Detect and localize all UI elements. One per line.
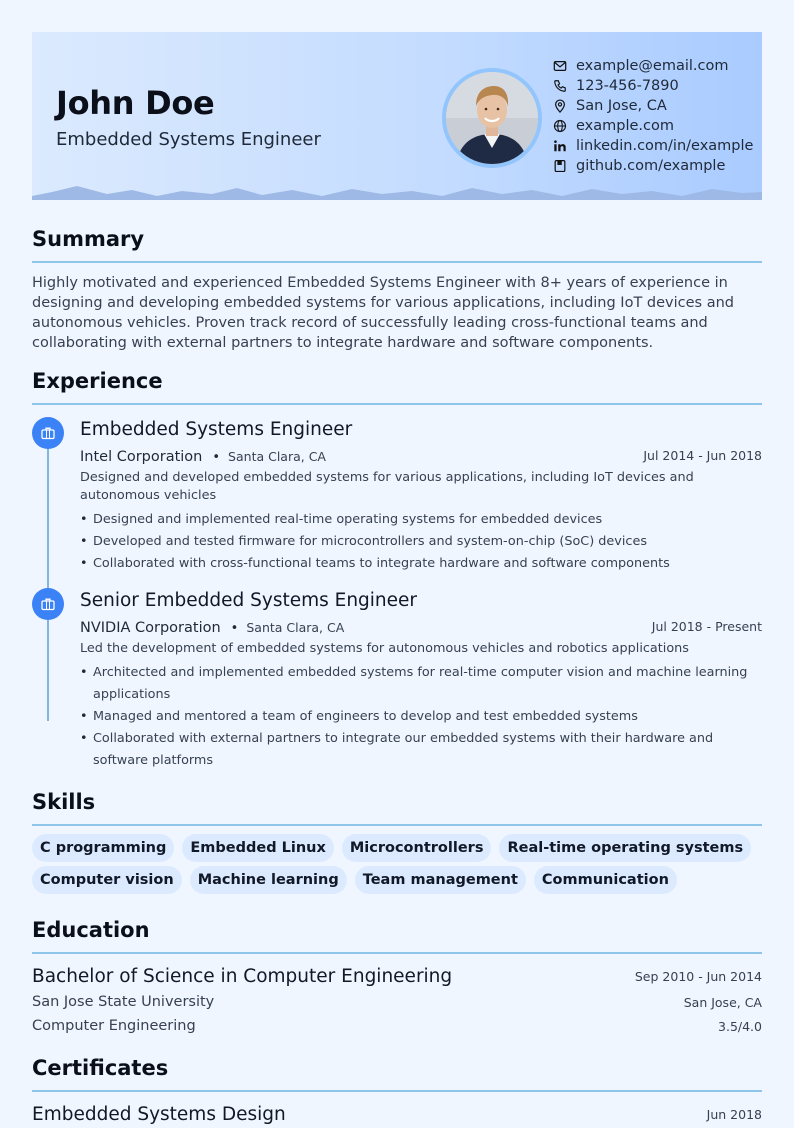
job-location: Santa Clara, CA [228, 448, 326, 464]
contact-website-text: example.com [576, 118, 674, 134]
globe-icon [552, 118, 568, 134]
education-heading: Education [32, 918, 150, 942]
education-row [32, 990, 762, 1014]
skill-chip: Team management [355, 866, 526, 894]
summary-text: Highly motivated and experienced Embedded Systems Engineer with 8+ years of experience in designing and developing embedded systems for various applications, including IoT devices and autonomous vehicles. Proven track record of successfully leading cross-functional teams and collaborating with external partners to integrate hardware and software components. [32, 275, 734, 351]
education-row [32, 1014, 762, 1038]
education-location: San Jose, CA [683, 994, 762, 1010]
certificate-date: Jun 2018 [706, 1106, 762, 1122]
skill-chip: Machine learning [190, 866, 347, 894]
contact-email[interactable] [552, 56, 753, 76]
job-company: NVIDIA Corporation [80, 619, 221, 636]
education-gpa: 3.5/4.0 [718, 1018, 762, 1034]
header-wave-decoration [32, 184, 762, 200]
skill-chip: Communication [534, 866, 677, 894]
education-field: Computer Engineering [32, 1018, 196, 1034]
experience-timeline [32, 417, 762, 772]
education-divider [32, 952, 762, 954]
job-description: Designed and developed embedded systems for various applications, including IoT devices and autonomous vehicles [80, 470, 694, 503]
bullet-separator: • [212, 449, 221, 465]
contact-location-text: San Jose, CA [576, 98, 667, 114]
job-title: Embedded Systems Engineer [80, 419, 353, 440]
certificates-section [32, 1056, 762, 1128]
skills-list [32, 834, 762, 898]
experience-section [32, 369, 762, 772]
job-company: Intel Corporation [80, 448, 203, 465]
contact-website[interactable] [552, 116, 753, 136]
contact-email-text: example@email.com [576, 58, 729, 74]
bullet-separator: • [230, 620, 239, 636]
mail-icon [552, 58, 568, 74]
job-bullet: • Designed and implemented real-time operating systems for embedded devices [80, 509, 762, 531]
location-icon [552, 98, 568, 114]
avatar [442, 68, 542, 168]
person-title: Embedded Systems Engineer [56, 129, 321, 150]
job-bullet: • Developed and tested firmware for microcontrollers and system-on-chip (SoC) devices [80, 531, 762, 553]
phone-icon [552, 78, 568, 94]
experience-item [32, 588, 762, 772]
certificate-row [32, 1100, 762, 1128]
job-bullet: • Collaborated with cross-functional teams to integrate hardware and software components [80, 553, 762, 575]
contact-linkedin[interactable] [552, 136, 753, 156]
briefcase-icon [32, 417, 64, 449]
education-dates: Sep 2010 - Jun 2014 [634, 968, 762, 984]
experience-heading: Experience [32, 369, 163, 393]
resume-page [32, 32, 762, 1128]
job-title: Senior Embedded Systems Engineer [80, 590, 418, 611]
certificates-heading: Certificates [32, 1056, 169, 1080]
education-row [32, 962, 762, 990]
linkedin-icon [552, 138, 568, 154]
job-bullet: • Architected and implemented embedded systems for real-time computer vision and machine learning applications [80, 662, 762, 706]
summary-heading: Summary [32, 227, 145, 251]
job-bullet: • Managed and mentored a team of engineers to develop and test embedded systems [80, 706, 762, 728]
certificate-name: Embedded Systems Design [32, 1103, 286, 1125]
job-description: Led the development of embedded systems for autonomous vehicles and robotics applications [80, 641, 689, 656]
job-meta [80, 445, 762, 465]
skill-chip: Real-time operating systems [499, 834, 751, 862]
education-section [32, 918, 762, 1038]
experience-divider [32, 403, 762, 405]
contact-github[interactable] [552, 156, 753, 176]
job-dates: Jul 2014 - Jun 2018 [643, 447, 762, 463]
contact-location [552, 96, 753, 116]
summary-divider [32, 261, 762, 263]
education-school: San Jose State University [32, 994, 215, 1010]
contact-list [552, 56, 753, 176]
skills-section [32, 790, 762, 898]
github-icon [552, 158, 568, 174]
skills-heading: Skills [32, 790, 96, 814]
skill-chip: Embedded Linux [182, 834, 333, 862]
job-bullets [80, 662, 762, 772]
education-degree: Bachelor of Science in Computer Engineering [32, 965, 453, 987]
skill-chip: Microcontrollers [342, 834, 492, 862]
experience-item [32, 417, 762, 575]
skill-chip: C programming [32, 834, 174, 862]
contact-phone-text: 123-456-7890 [576, 78, 679, 94]
contact-linkedin-text: linkedin.com/in/example [576, 138, 754, 154]
resume-header [32, 32, 762, 200]
job-dates: Jul 2018 - Present [651, 618, 762, 634]
person-name: John Doe [56, 84, 215, 122]
briefcase-icon [32, 588, 64, 620]
job-meta [80, 616, 762, 636]
skills-divider [32, 824, 762, 826]
job-bullet: • Collaborated with external partners to integrate our embedded systems with their hardware and software platforms [80, 728, 762, 772]
job-location: Santa Clara, CA [246, 619, 345, 635]
skill-chip: Computer vision [32, 866, 182, 894]
certificates-divider [32, 1090, 762, 1092]
contact-phone[interactable] [552, 76, 753, 96]
job-bullets [80, 509, 762, 575]
contact-github-text: github.com/example [576, 158, 726, 174]
summary-section [32, 227, 762, 353]
